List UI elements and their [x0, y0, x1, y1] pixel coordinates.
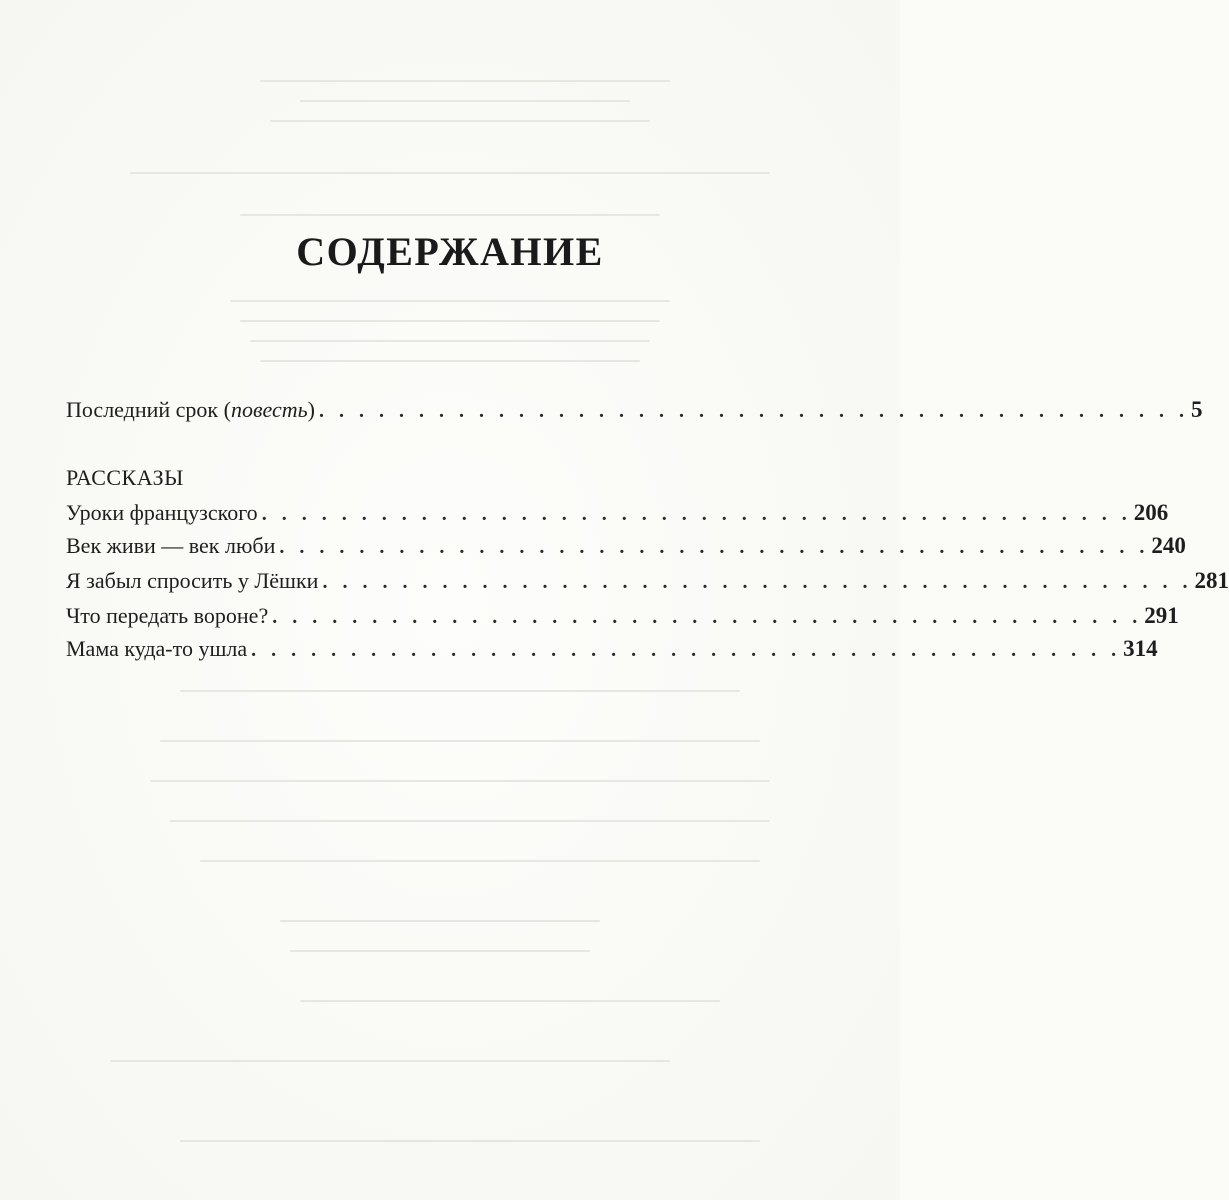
toc-entry: [66, 530, 1186, 562]
dot-leader: . . . . . . . . . . . . . . . . . . . . . . . . . . . . . . . . . . . . . . . . . . . .: [251, 639, 1122, 661]
section-heading: РАССКАЗЫ: [66, 465, 184, 490]
dot-leader: . . . . . . . . . . . . . . . . . . . . . . . . . . . . . . . . . . . . . . . . . . . .: [272, 606, 1143, 628]
toc-page-number: 240: [1151, 533, 1186, 558]
bleed-through-line: [250, 340, 650, 342]
toc-entry: [66, 497, 1169, 529]
bleed-through-line: [290, 950, 590, 952]
toc-entry-genre: повесть: [230, 397, 308, 422]
dot-leader: . . . . . . . . . . . . . . . . . . . . . . . . . . . . . . . . . . . . . . . . . . . .: [318, 400, 1189, 422]
bleed-through-line: [240, 214, 660, 216]
bleed-through-line: [230, 300, 670, 302]
dot-leader: . . . . . . . . . . . . . . . . . . . . . . . . . . . . . . . . . . . . . . . . . . . .: [322, 571, 1193, 593]
bleed-through-line: [170, 820, 770, 822]
bleed-through-line: [110, 1060, 670, 1062]
toc-entry-label: Я забыл спросить у Лёшки: [66, 568, 319, 593]
bleed-through-line: [160, 740, 760, 742]
bleed-through-line: [130, 172, 770, 174]
toc-page-number: 281: [1194, 568, 1229, 593]
page-title: СОДЕРЖАНИЕ: [296, 229, 604, 274]
toc-page-number: 291: [1144, 603, 1179, 628]
toc-page-number: 206: [1133, 500, 1169, 525]
bleed-through-line: [240, 320, 660, 322]
bleed-through-line: [260, 360, 640, 362]
toc-entry: [66, 600, 1179, 632]
toc-entry-label: Последний срок: [66, 397, 219, 422]
toc-entry-label: Уроки французского: [66, 500, 258, 525]
bleed-through-line: [260, 80, 670, 82]
bleed-through-line: [180, 690, 740, 692]
toc-entry-label: Век живи — век люби: [66, 533, 276, 558]
bleed-through-line: [270, 120, 650, 122]
toc-entry-label: Мама куда-то ушла: [66, 636, 248, 661]
bleed-through-line: [180, 1140, 760, 1142]
dot-leader: . . . . . . . . . . . . . . . . . . . . . . . . . . . . . . . . . . . . . . . . . . . .: [279, 536, 1150, 558]
toc-entry: [66, 633, 1158, 665]
bleed-through-line: [280, 920, 600, 922]
toc-entry-label: Что передать вороне?: [66, 603, 269, 628]
toc-entry-title: Последний срок (повесть): [66, 397, 315, 422]
bleed-through-line: [200, 860, 760, 862]
toc-page-number: 5: [1190, 397, 1203, 422]
toc-entry: [66, 565, 1229, 597]
bleed-through-line: [300, 100, 630, 102]
dot-leader: . . . . . . . . . . . . . . . . . . . . . . . . . . . . . . . . . . . . . . . . . . . .: [261, 503, 1132, 525]
bleed-through-line: [300, 1000, 720, 1002]
toc-page-number: 314: [1123, 636, 1158, 661]
bleed-through-line: [150, 780, 770, 782]
toc-entry: [66, 394, 1203, 426]
